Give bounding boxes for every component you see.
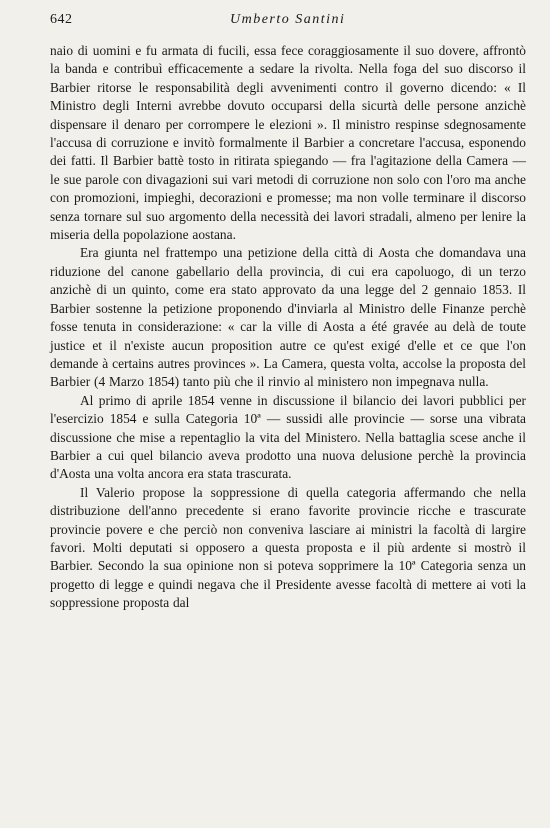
paragraph-4: Il Valerio propose la soppressione di quella categoria affermando che nella distribuzione dell'anno precedente si erano favorite provincie ricche e trascurate provincie povere e che perciò non conveniva lasciare ai ministri la facoltà di largire favori. Molti deputati si opposero a questa proposta e il più ardente si mostrò il Barbier. Secondo la sua opinione non si poteva sopprimere la 10ª Categoria senza un progetto di legge e quindi negava che il Presidente avesse facoltà di mettere ai voti la soppressione proposta dal: [50, 484, 526, 611]
body-text: [50, 42, 526, 613]
page-header: [50, 10, 526, 34]
page-number: 642: [50, 12, 73, 27]
running-head: Umberto Santini: [230, 12, 346, 27]
paragraph-3: Al primo di aprile 1854 venne in discussione il bilancio dei lavori pubblici per l'esercizio 1854 e sulla Categoria 10ª — sussidi alle provincie — sorse una vibrata discussione che mise a repentaglio la vita del Ministero. Nella battaglia scese anche il Barbier a cui quel bilancio aveva prodotto una nuova delusione perchè la provincia d'Aosta una volta ancora era stata trascurata.: [50, 392, 526, 482]
paragraph-1: naio di uomini e fu armata di fucili, essa fece coraggiosamente il suo dovere, affrontò la banda e contribuì efficacemente a sedare la rivolta. Nella foga del suo discorso il Barbier ritorse le responsabilità degli avvenimenti contro il governo dicendo: « Il Ministro degli Interni avrebbe dovuto occuparsi della sicurtà delle persone anzichè dispensare il denaro per corrompere le elezioni ». Il ministro respinse sdegnosamente l'accusa di corruzione e invitò formalmente il Barbier a concretare l'accusa, esponendo dei fatti. Il Barbier battè tosto in ritirata spiegando — fra l'agitazione della Camera — le sue parole con divagazioni sui vari metodi di corruzione non solo con l'oro ma anche con promozioni, impieghi, decorazioni e promesse; ma non volle terminare il discorso senza tornare sul suo argomento della necessità dei lavori stradali, almeno per lenire la miseria della popolazione aostana.: [50, 43, 526, 243]
paragraph-2: Era giunta nel frattempo una petizione della città di Aosta che domandava una riduzione del canone gabellario della provincia, di cui era capoluogo, di un terzo anzichè di un quinto, come era stato approvato da una legge del 2 gennaio 1853. Il Barbier sostenne la petizione proponendo d'inviarla al Ministro delle Finanze perchè fosse tenuta in considerazione: « car la ville di Aosta a été gravée au delà de toute justice et il n'existe aucun proposition autre ce qu'est exigé d'elle et ce que l'on demande à certains autres provinces ». La Camera, questa volta, accolse la proposta del Barbier (4 Marzo 1854) tanto più che il rinvio al ministero non impegnava nulla.: [50, 245, 526, 390]
